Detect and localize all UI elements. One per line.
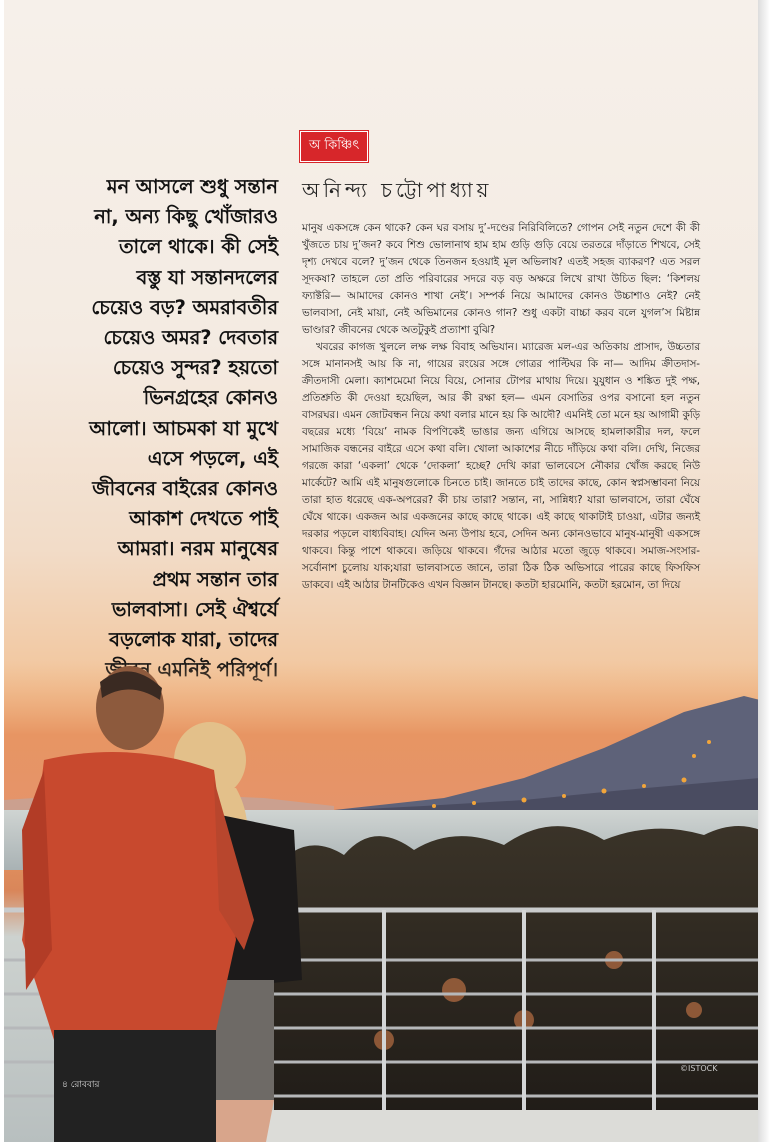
pull-quote-line: বস্তু যা সন্তানদলের (136, 265, 278, 289)
pull-quote-line: বড়লোক যারা, তাদের (109, 628, 278, 652)
article-paragraph: মানুষ একসঙ্গে কেন থাকে? কেন ঘর বসায় দু’-দণ্ডের নিরিবিলিতে? গোপন সেই নতুন দেশে কী কী খুঁজতে চায় দু’জন? কবে শিশু ভোলানাথ হাম হাম গুড়ি গুড়ি বেয়ে তরতরে দাঁড়াতে শিখবে, সেই দৃশ্য দেখবে বলে? দু’জন থেকে তিনজন হওয়াই মূল অভিলাষ? এতই সহজ ব্যাকরণ? এত সরল সূদকষা? তাহলে তো প্রতি পরিবারের সদরে বড় বড় অক্ষরে লিখে রাখা উচিত ছিল: ‘কিশলয় ফ্যাক্টরি— আমাদের কোনও শাখা নেই’। সম্পর্ক নিয়ে আমাদের কোনও উচ্চাশাও নেই? নেই ভালবাসা, নেই মায়া, নেই অভিমানের কোনও গান? শুধু একটা বাচ্চা করব বলে যুগল’স মিষ্টান্ন ভাণ্ডার? জীবনের থেকে অতটুকুই প্রত্যাশা বুঝি? (302, 222, 700, 336)
page-footer: ৪ রোববার (62, 1080, 100, 1090)
pull-quote-line: ভিনগ্রহের কোনও (143, 386, 278, 410)
page-edge (758, 0, 770, 1142)
pull-quote-line: মন আসলে শুধু সন্তান (106, 175, 278, 198)
couple-photo (4, 660, 760, 1142)
pull-quote-line: আকাশ দেখতে পাই (129, 507, 278, 531)
author-name: অনিন্দ্য চট্টোপাধ্যায় (302, 178, 493, 202)
section-badge: অ কিঞ্চিৎ (300, 131, 368, 162)
pull-quote-line: চেয়েও অমর? দেবতার (103, 326, 278, 350)
pull-quote-line: চেয়েও সুন্দর? হয়তো (112, 356, 278, 380)
pull-quote-line: জীবনের বাইরের কোনও (92, 477, 278, 501)
magazine-page (4, 0, 760, 1142)
article-paragraph: খবরের কাগজ খুললে লক্ষ লক্ষ বিবাহ অভিযান। ম্যারেজ মল-এর অতিকায় প্রাসাদ, উচ্চতার সঙ্গে মানানসই আয় কি না, গায়ের রংয়ের সঙ্গে গোত্রর পাল্টিঘর কি না— আদিম ক্রীতদাস-ক্রীতদাসী মেলা। ক্যাশমেমো নিয়ে বিয়ে, সোনার টোপর মাথায় দিয়ে। যুযুধান ও শঙ্কিত দুই পক্ষ, প্রতিশ্রুতি কী দেওয়া হয়েছিল, আর কী রক্ষা হল— এমন বেসাতির ওপর বসানো হল নতুন বাসরঘর। এমন জোটবন্ধন নিয়ে কথা বলার মানে হয় কি আদৌ? এমনিই তো মনে হয় আগামী কুড়ি বছরের মধ্যে ‘বিয়ে’ নামক বিপণিকেই ভাঙার জন্য এগিয়ে আসছে হামলাকারীর দল, ফলে সামাজিক বন্ধনের বাইরে এসে কথা বলি। খোলা আকাশের নীচে দাঁড়িয়ে কথা বলি। দেখি, নিজের গরজে কারা ‘একলা’ থেকে ‘দোকলা’ হচ্ছে? দেখি কারা ভালবেসে নৌকার খোঁজ করছে নিউ মার্কেটে? আমি এই মানুষগুলোকে চিনতে চাই। জানতে চাই তাদের কাছে, কোন স্বপ্নসম্ভাবনা নিয়ে তারা হাত ধরেছে এক-অপরের? কী চায় তারা? সন্তান, না, সান্নিধ্য? যারা ভালবাসে, তারা ঘেঁষে ঘেঁষে থাকে। একজন আর একজনের কাছে কাছে থাকে। এই কাছে থাকাটাই চাওয়া, এটার জন্যই দরকার পড়লে বাধ্যবিবাহ। যেদিন অন্য উপায় হবে, সেদিন অন্য কোনওভাবে মানুষ-মানুষী একসঙ্গে থাকবে। কিন্তু পাশে থাকবে। জড়িয়ে থাকবে। গঁদের আঠার মতো জুড়ে থাকবে। সমাজ-সংসার-সর্বোনাশ চুলোয় যাক;যারা ভালবাসতে জানে, তারা ঠিক ঠিক অভিসারে পারের কাছে ফিসফিস ডাকবে। এই আঠার টানটিকেও এখন বিজ্ঞান টানছে। কতটা হারমোনি, কতটা হরমোন, তা দিয়ে (302, 341, 700, 591)
pull-quote-line: আলো। আচমকা যা মুখে (89, 416, 278, 440)
pull-quote-line: ভালবাসা। সেই ঐশ্বর্যে (111, 597, 278, 621)
photo-credit: ©ISTOCK (680, 1064, 718, 1073)
pull-quote (66, 172, 278, 685)
pull-quote-line: প্রথম সন্তান তার (152, 567, 278, 591)
pull-quote-line: আমরা। নরম মানুষের (117, 537, 278, 561)
pull-quote-line: তালে থাকে। কী সেই (118, 235, 278, 259)
pull-quote-line: চেয়েও বড়? অমরাবতীর (91, 295, 278, 319)
article-body (302, 220, 700, 594)
pull-quote-line: এসে পড়লে, এই (147, 446, 278, 470)
pull-quote-line: না, অন্য কিছু খোঁজারও (94, 205, 278, 229)
